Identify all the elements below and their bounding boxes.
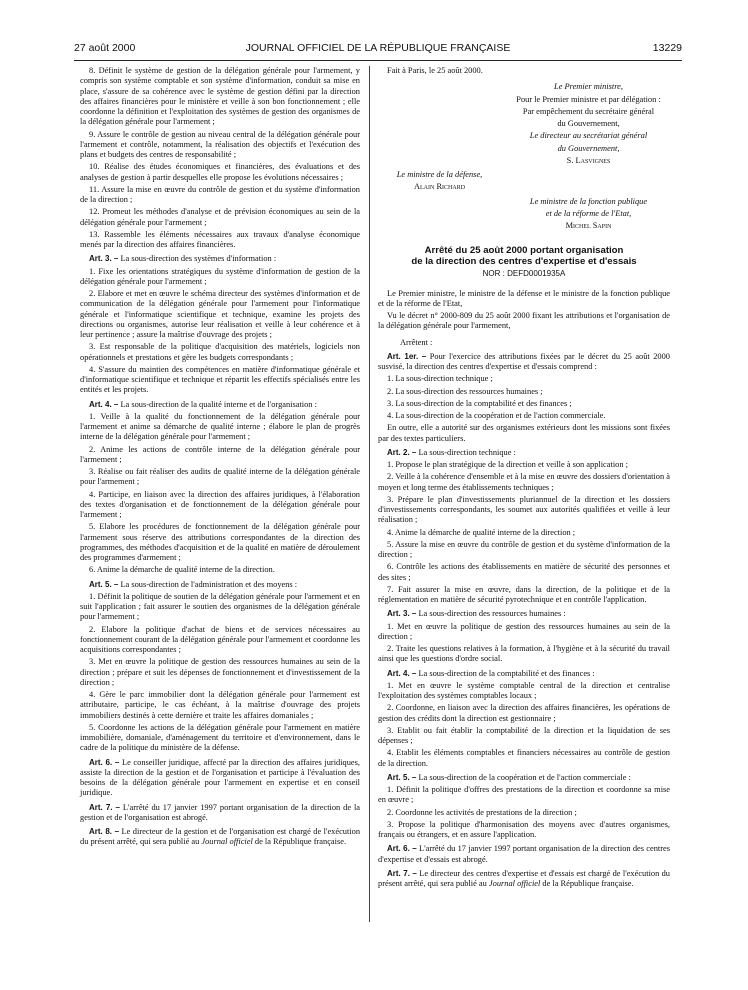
- signatory-title: Le ministre de la défense,: [396, 170, 483, 179]
- paragraph: 1. Définit la politique de soutien de la délégation générale pour l'armement et en suit l'application ; fait assurer le soutien des organismes de la délégation générale pour l'armement ;: [80, 591, 360, 622]
- article-label: Art. 8. –: [89, 827, 120, 836]
- header-date: 27 août 2000: [74, 42, 136, 54]
- paragraph: 1. Fixe les orientations stratégiques du système d'information de gestion de la délégation générale pour l'armement ;: [80, 266, 360, 286]
- paragraph: 1. Met en œuvre la politique de gestion des ressources humaines au sein de la direction ;: [378, 621, 670, 641]
- paragraph: 9. Assure le contrôle de gestion au niveau central de la délégation générale pour l'armement et contrôle, notamment, la réalisation des objectifs et l'exécution des plans et budgets des centres de responsabilité ;: [80, 129, 360, 159]
- paragraph: 8. Définit le système de gestion de la délégation générale pour l'armement, y compris son système comptable et son système d'information, conduit sa mise en place, s'assure de sa cohérence avec le système de gestion défini par la direction des affaires financières pour le ministère et veille à son bon fonctionnement ; elle coordonne la définition et l'exploitation des systèmes de gestion des organismes de la délégation générale pour l'armement ;: [80, 66, 360, 127]
- paragraph: 11. Assure la mise en œuvre du contrôle de gestion et du système d'information de la direction ;: [80, 184, 360, 204]
- article-7: [378, 869, 670, 890]
- article-label: Art. 2. –: [387, 447, 417, 457]
- signature-block-defense: [370, 170, 500, 193]
- paragraph: 4. Gère le parc immobilier dont la délégation générale pour l'armement est attributaire, participe, le cas échéant, à la maîtrise d'ouvrage des projets immobiliers destinés à cette dernière et traite les affaires domaniales ;: [80, 690, 360, 720]
- journal-title: JOURNAL OFFICIEL DE LA RÉPUBLIQUE FRANÇAISE: [245, 42, 511, 54]
- article-intro: La sous-direction de la comptabilité et des finances :: [418, 668, 595, 678]
- article-text: L'arrêté du 17 janvier 1997 portant organisation de la direction de la gestion et de l'organisation est abrogé.: [80, 802, 361, 822]
- article-text: Le directeur des centres d'expertise et d'essais est chargé de l'exécution du présent arrêté, qui sera publié au: [378, 868, 670, 888]
- article-label: Art. 4. –: [387, 668, 417, 678]
- paragraph: 3. La sous-direction de la comptabilité et des finances ;: [387, 398, 572, 408]
- article-2: [378, 448, 670, 458]
- article-label: Art. 7. –: [89, 802, 120, 812]
- paragraph: 13. Rassemble les éléments nécessaires aux travaux d'analyse économique menés par la direction des affaires financières.: [80, 229, 360, 249]
- article-3: [378, 609, 670, 619]
- article-intro: Pour l'exercice des attributions fixées par le décret du 25 août 2000 susvisé, la direction des centres d'expertise et d'essais comprend :: [378, 351, 670, 371]
- paragraph: 3. Propose la politique d'harmonisation des moyens avec d'autres organismes, français ou étrangers, et en assure l'application.: [378, 819, 670, 839]
- article-3: [80, 254, 360, 264]
- paragraph: 2. Traite les questions relatives à la formation, à l'hygiène et à la sécurité du travail ainsi que les questions d'ordre social.: [378, 644, 670, 664]
- signatory-line: Par empêchement du secrétaire général: [522, 106, 655, 116]
- article-5: [378, 773, 670, 783]
- paragraph: 2. Veille à la cohérence d'ensemble et à la mise en œuvre des dossiers d'orientation à moyen et long terme des établissements techniques ;: [378, 472, 670, 492]
- paragraph: 1. Définit la politique d'offres des prestations de la direction et coordonne sa mise en œuvre ;: [378, 785, 670, 805]
- paragraph: 6. Contrôle les actions des établissements en matière de sécurité des personnes et des sites ;: [378, 562, 670, 582]
- paragraph: 3. Prépare le plan d'investissements pluriannuel de la direction et les dossiers d'investissements correspondants, les soumet aux autorités qualifiées et veille à leur réalisation ;: [378, 494, 670, 525]
- article-text-end: de la République française.: [254, 837, 347, 847]
- arrete-title: [378, 245, 670, 267]
- paragraph: Le Premier ministre, le ministre de la défense et le ministre de la fonction publique et de la réforme de l'Etat,: [378, 288, 670, 308]
- article-6: [378, 844, 670, 865]
- paragraph: Vu le décret n° 2000-809 du 25 août 2000 fixant les attributions et l'organisation de la délégation générale pour l'armement,: [378, 311, 670, 331]
- signature-place-date: Fait à Paris, le 25 août 2000.: [387, 66, 483, 75]
- signatory-title: Le ministre de la fonction publique: [529, 196, 648, 206]
- signature-block-pm: [498, 82, 670, 166]
- paragraph: 4. S'assure du maintien des compétences en matière d'informatique générale et d'informatique scientifique et technique et répartit les effectifs spécialisés entre les entités et les projets.: [80, 364, 360, 395]
- paragraph: 12. Promeut les méthodes d'analyse et de prévision économiques au sein de la délégation générale pour l'armement ;: [80, 207, 360, 227]
- paragraph: 3. Réalise ou fait réaliser des audits de qualité interne de la délégation générale pour l'armement ;: [80, 467, 360, 487]
- paragraph: 1. Veille à la qualité du fonctionnement de la délégation générale pour l'armement et anime sa démarche de qualité interne ; élabore le plan de progrès interne de la délégation générale pour l'armement ;: [80, 411, 360, 442]
- paragraph: 4. Etablit les éléments comptables et financiers nécessaires au contrôle de gestion de la direction.: [378, 748, 670, 768]
- paragraph: 2. Coordonne, en liaison avec la direction des affaires financières, les opérations de gestion des crédits dont la direction est gestionnaire ;: [378, 703, 670, 723]
- article-4: [80, 400, 360, 410]
- article-4: [378, 669, 670, 679]
- article-label: Art. 3. –: [387, 609, 417, 619]
- paragraph: 6. Anime la démarche de qualité interne de la direction.: [89, 565, 275, 575]
- paragraph: 2. Coordonne les activités de prestations de la direction ;: [387, 807, 577, 817]
- signatory-name: Michel Sapin: [565, 221, 612, 230]
- signatory-title: Le Premier ministre,: [554, 82, 623, 92]
- paragraph: 2. Elabore la politique d'achat de biens et de services nécessaires au fonctionnement courant de la délégation générale pour l'armement et coordonne les acquisitions correspondantes ;: [80, 624, 360, 654]
- article-label: Art. 4. –: [89, 399, 119, 409]
- paragraph: 4. Anime la démarche de qualité interne de la direction ;: [387, 527, 576, 537]
- signatory-title: et de la réforme de l'Etat,: [545, 208, 632, 218]
- arrete-title-line: Arrêté du 25 août 2000 portant organisation: [424, 245, 624, 257]
- article-intro: La sous-direction de la coopération et de l'action commerciale :: [418, 772, 631, 782]
- page-number: 13229: [652, 42, 682, 54]
- paragraph: 3. Etablit ou fait établir la comptabilité de la direction et la liquidation de ses dépenses ;: [378, 725, 670, 745]
- article-label: Art. 1er. –: [387, 351, 427, 361]
- signatory-line: Le directeur au secrétariat général: [529, 131, 648, 141]
- article-1: [378, 352, 670, 373]
- right-column: [378, 66, 670, 891]
- paragraph: 1. Propose le plan stratégique de la direction et veille à son application ;: [387, 460, 628, 469]
- paragraph: 1. La sous-direction technique ;: [387, 374, 493, 384]
- article-intro: La sous-direction de la qualité interne et de l'organisation :: [120, 399, 317, 409]
- article-label: Art. 5. –: [89, 579, 119, 589]
- signatory-delegation: Pour le Premier ministre et par délégation :: [516, 94, 661, 104]
- paragraph: 4. Participe, en liaison avec la direction des affaires juridiques, à l'élaboration des textes d'organisation et de fonctionnement de la délégation générale pour l'armement ;: [80, 489, 360, 519]
- signatory-line: du Gouvernement,: [557, 143, 620, 153]
- signature-block-fonction-publique: [498, 197, 670, 232]
- article-text: L'arrêté du 17 janvier 1997 portant organisation de la direction des centres d'expertise et d'essais est abrogé.: [378, 844, 671, 864]
- nor-reference: NOR : DEFD0001935A: [482, 269, 566, 279]
- paragraph: 3. Met en œuvre la politique de gestion des ressources humaines au sein de la direction ; prépare et suit les dépenses de fonctionnement et d'investissement de la direction ;: [80, 657, 360, 687]
- arretent: Arrêtent :: [400, 337, 433, 347]
- journal-reference: Journal officiel: [488, 879, 541, 888]
- journal-reference: Journal officiel: [201, 837, 253, 847]
- article-text-end: de la République française.: [542, 879, 634, 888]
- signatory-line: du Gouvernement,: [557, 119, 620, 128]
- page-header: [74, 42, 682, 58]
- article-text: Le directeur de la gestion et de l'organisation est chargé de l'exécution du présent arrêté, qui sera publié au: [80, 827, 361, 847]
- arrete-title-line: de la direction des centres d'expertise et d'essais: [411, 256, 637, 268]
- article-7: [80, 803, 360, 824]
- left-column: [80, 66, 360, 850]
- article-label: Art. 3. –: [89, 254, 119, 264]
- article-text: Le conseiller juridique, affecté par la direction des affaires juridiques, assiste la direction de la gestion et de l'organisation et participe à l'évaluation des besoins de la délégation générale pour l'armement en expertise et en conseil juridique.: [80, 757, 360, 798]
- paragraph: En outre, elle a autorité sur des organismes extérieurs dont les missions sont fixées par des textes particuliers.: [378, 423, 670, 443]
- paragraph: 2. La sous-direction des ressources humaines ;: [387, 386, 543, 396]
- header-rule: [74, 60, 682, 61]
- article-intro: La sous-direction des systèmes d'information :: [120, 254, 277, 264]
- article-intro: La sous-direction des ressources humaines :: [418, 609, 566, 619]
- article-label: Art. 6. –: [387, 844, 417, 854]
- article-6: [80, 758, 360, 799]
- article-intro: La sous-direction de l'administration et des moyens :: [120, 579, 298, 589]
- paragraph: 2. Elabore et met en œuvre le schéma directeur des systèmes d'information et de communication de la délégation générale pour l'armement pour l'informatique générale et l'informatique scientifique et technique, examine les projets des directions ou organismes, autorise leur réalisation et veille à leur cohérence et à leur pertinence ; assure la maîtrise d'ouvrage des projets ;: [80, 289, 360, 339]
- paragraph: 10. Réalise des études économiques et financières, des évaluations et des analyses de gestion à partir desquelles elle propose les évolutions nécessaires ;: [80, 162, 360, 182]
- paragraph: 5. Elabore les procédures de fonctionnement de la délégation générale pour l'armement sous réserve des attributions correspondantes de la direction des programmes, des méthodes d'acquisition et de la qualité en matière de déroulement des programmes d'armement ;: [80, 522, 360, 562]
- paragraph: 4. La sous-direction de la coopération et de l'action commerciale.: [387, 411, 606, 420]
- signatory-name: S. Lasvignes: [566, 155, 611, 165]
- paragraph: 1. Met en œuvre le système comptable central de la direction et centralise l'exploitation des systèmes comptables locaux ;: [378, 680, 670, 700]
- article-label: Art. 7. –: [387, 868, 417, 878]
- signatory-name: Alain Richard: [413, 182, 466, 192]
- paragraph: 5. Assure la mise en œuvre du contrôle de gestion et du système d'information de la direction ;: [378, 539, 670, 559]
- column-divider: [369, 66, 370, 922]
- paragraph: 3. Est responsable de la politique d'acquisition des matériels, logiciels non opérationnels et prestations et gère les budgets correspondants ;: [80, 342, 360, 362]
- article-5: [80, 580, 360, 590]
- article-label: Art. 5. –: [387, 772, 417, 782]
- paragraph: 7. Fait assurer la mise en œuvre, dans la direction, de la politique et de la réglementation en matière de sécurité pyrotechnique et en contrôle l'application.: [378, 584, 670, 604]
- article-label: Art. 6. –: [89, 757, 120, 767]
- paragraph: 2. Anime les actions de contrôle interne de la délégation générale pour l'armement ;: [80, 444, 360, 464]
- article-8: [80, 827, 360, 848]
- article-intro: La sous-direction technique :: [418, 447, 516, 457]
- paragraph: 5. Coordonne les actions de la délégation générale pour l'armement en matière immobilière, domaniale, d'aménagement du territoire et d'environnement, dans le cadre de la politique du ministère de la défense.: [80, 722, 360, 753]
